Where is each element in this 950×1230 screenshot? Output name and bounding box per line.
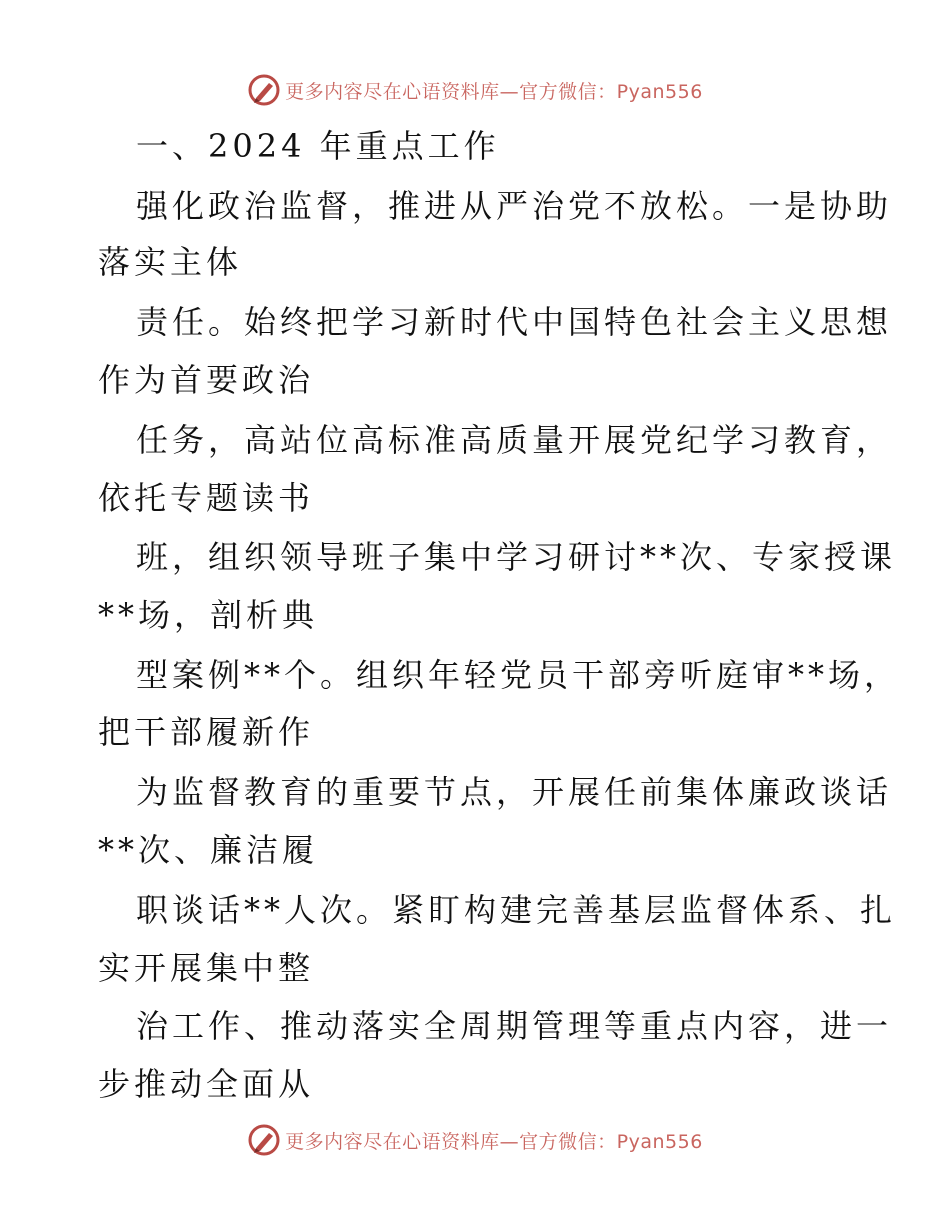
text-line: 班，组织领导班子集中学习研讨**次、专家授课 — [136, 538, 897, 576]
pen-logo-icon — [247, 1123, 281, 1157]
text-line: 步推动全面从 — [98, 1065, 315, 1103]
text-line: 把干部履新作 — [98, 713, 315, 751]
text-line: 强化政治监督，推进从严治党不放松。一是协助 — [136, 187, 893, 225]
text-line: **次、廉洁履 — [98, 831, 319, 869]
text-line: 为监督教育的重要节点，开展任前集体廉政谈话 — [136, 773, 893, 811]
text-line: 落实主体 — [98, 243, 243, 281]
section-heading: 一、2024 年重点工作 — [136, 127, 500, 165]
text-line: 依托专题读书 — [98, 479, 315, 517]
text-line: 责任。始终把学习新时代中国特色社会主义思想 — [136, 303, 893, 341]
watermark-text: 更多内容尽在心语资料库—官方微信：Pyan556 — [285, 1130, 703, 1153]
text-line: 任务，高站位高标准高质量开展党纪学习教育， — [136, 421, 893, 459]
text-line: 治工作、推动落实全周期管理等重点内容，进一 — [136, 1007, 893, 1045]
text-line: 实开展集中整 — [98, 949, 315, 987]
text-line: 作为首要政治 — [98, 361, 315, 399]
footer-watermark — [0, 1120, 950, 1160]
text-line: 职谈话**人次。紧盯构建完善基层监督体系、扎 — [136, 891, 897, 929]
watermark-text: 更多内容尽在心语资料库—官方微信：Pyan556 — [285, 80, 703, 103]
text-line: **场，剖析典 — [98, 596, 319, 634]
text-line: 型案例**个。组织年轻党员干部旁听庭审**场， — [136, 656, 901, 694]
